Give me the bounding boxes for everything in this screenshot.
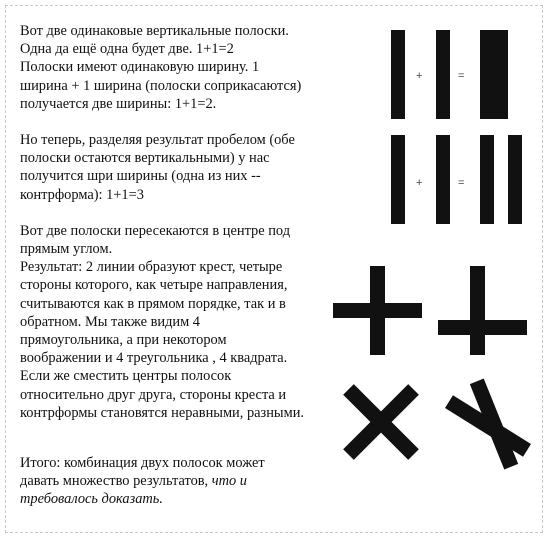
text-line: ширина + 1 ширина (полоски соприкасаются) [20, 77, 302, 94]
text-line: обратном. Мы также видим 4 [20, 313, 201, 330]
text-line: Одна да ещё одна будет две. 1+1=2 [20, 41, 234, 58]
text-line: Полоски имеют одинаковую ширину. 1 [20, 59, 260, 76]
text-line: контрформа): 1+1=3 [20, 186, 144, 203]
text-line: относительно друг друга, стороны креста и [20, 386, 287, 403]
text-line: считываются как в прямом порядке, так и в [20, 295, 286, 312]
text-line: прямым углом. [20, 241, 113, 258]
paragraph-separated-stripes [20, 131, 340, 204]
text-line: Итого: комбинация двух полосок может [20, 455, 265, 472]
paragraph-cross [20, 222, 340, 422]
text-line: давать множество результатов, [20, 473, 212, 490]
text-line: получается две ширины: 1+1=2. [20, 95, 217, 112]
paragraph-two-stripes [20, 22, 340, 113]
text-line: Но теперь, разделяя результат пробелом (обе [20, 132, 295, 149]
plus-sign: + [416, 70, 423, 82]
text-line: прямоугольника, а при некотором [20, 332, 227, 349]
text-line: Результат: 2 линии образуют крест, четыре [20, 259, 283, 276]
plus-sign: + [416, 177, 423, 189]
text-line: стороны которого, как четыре направления, [20, 277, 288, 294]
text-line: контрформы становятся неравными, разными. [20, 404, 304, 421]
text-line: Вот две одинаковые вертикальные полоски. [20, 23, 289, 39]
paragraph-conclusion [20, 454, 340, 509]
text-line: полоски остаются вертикальными) у нас [20, 150, 270, 167]
equals-sign: = [458, 70, 465, 82]
text-line: получится шри ширины (одна из них -- [20, 168, 261, 185]
equals-sign: = [458, 177, 465, 189]
italic-text: что и [211, 473, 247, 490]
text-line: Вот две полоски пересекаются в центре под [20, 222, 291, 239]
italic-text: требовалось доказать. [20, 491, 163, 508]
text-column [20, 22, 340, 509]
text-line: воображении и 4 треугольника , 4 квадрата. [20, 350, 288, 367]
text-line: Если же сместить центры полосок [20, 368, 232, 385]
